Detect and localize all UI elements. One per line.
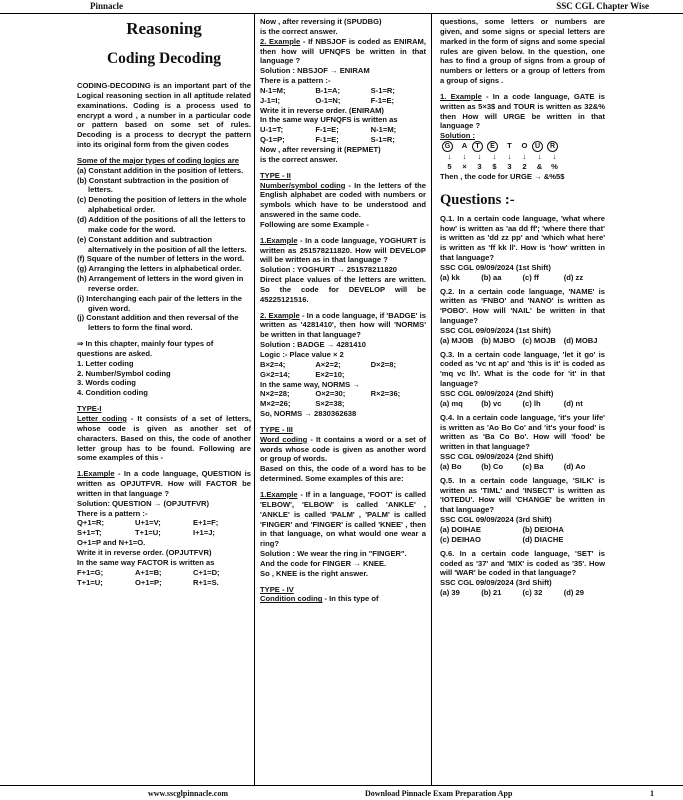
questions-list: [440, 214, 605, 602]
column-divider-1: [254, 14, 255, 785]
page-header: [0, 0, 683, 14]
option: (c) 32: [522, 588, 543, 598]
option: (a) kk: [440, 272, 460, 282]
option: (b) DEIOHA: [522, 524, 564, 534]
list-item: (i) Interchanging each pair of the letters in the given word.: [77, 293, 242, 313]
text-line: Now , after reversing it (REPMET): [260, 144, 381, 154]
text-line: Now , after reversing it (SPUDBG): [260, 17, 382, 26]
list-item: 1. Letter coding: [77, 358, 134, 368]
reverse-note: Write it in reverse order. (ENIRAM): [260, 105, 384, 115]
option: (a) 39: [440, 588, 460, 598]
types-list: [77, 166, 251, 333]
text-line: is the correct answer.: [260, 26, 338, 36]
option: (c) ff: [522, 272, 539, 282]
list-item: (d) Addition of the positions of all the letters to make code for the word.: [77, 214, 246, 234]
pattern-grid-2: F+1=G; A+1=B; C+1=D; T+1=U; O+1=P; R+1=S.: [77, 567, 220, 587]
type4-continued: questions, some letters or numbers are given, and some signs or special letters are marked in the form of signs and some special rules are given below. In the question, one has to find a group of signs from a group of numbers or letters or a group of letters from a group of signs .: [440, 17, 605, 86]
question-stem: Q.5. In a certain code language, 'SILK' is written as 'TIML' and 'INSECT' is written as 'IOTEDU'. How will 'CHANGE' be written in that language?: [440, 475, 605, 515]
option: (d) zz: [563, 272, 584, 282]
example2-solution: Solution : NBSJOF → ENIRAM: [260, 66, 370, 76]
list-item: (a) Constant addition in the position of letters.: [77, 165, 244, 175]
type2-example2: 2. Example - In a code language, if 'BADGE' is written as '4281410', then how will 'NORMS' be written in that language?: [260, 310, 426, 340]
type2-example2-solution: Solution : BADGE → 4281410: [260, 340, 366, 350]
page-title: Reasoning: [126, 19, 202, 38]
option: (c) MOJB: [522, 335, 556, 345]
types-heading: Some of the major types of coding logics are: [77, 155, 240, 165]
question-item: [440, 350, 605, 413]
type2-example1-explanation: Direct place values of the letters are written. So the code for DEVELOP will be 45225121516.: [260, 275, 426, 304]
question-stem: Q.6. In a certain code language, 'SET' is coded as '37' and 'MIX' is coded as '35'. How will 'WAR' be coded in that language?: [440, 548, 605, 578]
question-item: [440, 549, 605, 602]
type1-description: Letter coding - It consists of a set of letters, whose code is given as another set of characters. Based on this, the code of another letter group has to be found. Following are some examples of this -: [77, 414, 251, 463]
type4-description: Condition coding - In this type of: [260, 594, 379, 604]
intro-paragraph: CODING-DECODING is an important part of the Logical reasoning section in all aptitude related examinations. Coding is a process used to encrypt a word , a number in a particular code or pattern based on some set of rules. Decoding is a process to decrypt the pattern into its original form from the given codes: [77, 81, 251, 150]
type1-example1-solution: Solution: QUESTION → (OPJUTFVR): [77, 498, 210, 508]
type3-example1: 1.Example - If in a language, 'FOOT' is called 'ELBOW', 'ELBOW' is called 'ANKLE' , 'ANKLE' is called 'PALM' , 'PALM' is called 'FINGER' and 'FINGER' is called 'KNEE' , then in that language, on what would one wear a ring?: [260, 489, 426, 549]
type4-heading: TYPE - IV: [260, 584, 294, 594]
text-line: is the correct answer.: [260, 154, 338, 164]
option: (a) MJOB: [440, 335, 474, 345]
logic-line: Logic :- Place value × 2: [260, 350, 344, 359]
question-options: [440, 336, 605, 346]
type3-description: Word coding - It contains a word or a set of words whose code is given as another word or group of words.: [260, 434, 426, 464]
question-source: SSC CGL 09/09/2024 (1st Shift): [440, 262, 551, 272]
list-item: (h) Arrangement of letters in the word given in reverse order.: [77, 274, 244, 293]
list-item: 4. Condition coding: [77, 388, 148, 398]
pattern-last: O+1=P and N+1=O.: [77, 538, 146, 548]
option: (a) DOIHAE: [440, 524, 481, 534]
option: (b) Co: [481, 461, 504, 471]
footer-app-promo: Download Pinnacle Exam Preparation App: [365, 789, 513, 798]
option: (d) 29: [563, 588, 585, 598]
question-item: [440, 214, 605, 287]
type4-example1: 1. Example - In a code language, GATE is written as 5×3$ and TOUR is written as 32&% then How will URGE be written in that language ?: [440, 91, 605, 131]
type2-example1: 1.Example - In a code language, YOGHURT is written as 251578211820. How will DEVELOP will be written as in that language ?: [260, 235, 426, 265]
four-types-intro: ⇒ In this chapter, mainly four types of questions are asked.: [77, 339, 214, 358]
header-brand: Pinnacle: [90, 1, 123, 11]
same-way-note: In the same way UFNQFS is written as: [260, 115, 398, 125]
option: (b) MJBO: [481, 335, 515, 345]
page-footer: [0, 785, 683, 800]
same-way-note: In the same way, NORMS →: [260, 379, 360, 389]
type3-example1-solution: Solution : We wear the ring in "FINGER".: [260, 549, 407, 559]
question-options: [440, 273, 605, 283]
chapter-title: Coding Decoding: [106, 50, 222, 67]
column-divider-2: [431, 14, 432, 785]
footer-website: www.sscglpinnacle.com: [148, 789, 228, 798]
list-item: 2. Number/Symbol coding: [77, 368, 171, 378]
list-item: (b) Constant subtraction in the position of letters.: [77, 175, 229, 195]
type2-example1-solution: Solution : YOGHURT → 251578211820: [260, 265, 398, 275]
questions-heading: Questions :-: [440, 191, 515, 208]
option: (d) Ao: [563, 461, 586, 471]
question-item: [440, 476, 605, 549]
list-item: 3. Words coding: [77, 378, 136, 388]
question-item: [440, 413, 605, 476]
list-item: (e) Constant addition and subtraction alternatively in the position of all the letters.: [77, 234, 247, 254]
type3-heading: TYPE - III: [260, 424, 293, 434]
type4-example1-solution: Solution :: [440, 131, 476, 141]
list-item: (j) Constant addition and then reversal of the letters to form the final word.: [77, 313, 239, 333]
type1-heading: TYPE-I: [77, 404, 102, 414]
option: (c) lh: [522, 398, 541, 408]
question-options: [440, 462, 605, 472]
text-line: So, NORMS → 2830362638: [260, 409, 357, 419]
type1-example2: 2. Example - If NBSJOF is coded as ENIRAM, then how will UFNQFS be written in that language ?: [260, 36, 426, 66]
option: (d) MOBJ: [563, 335, 598, 345]
question-options: [440, 399, 605, 409]
option: (a) mq: [440, 398, 463, 408]
option: (b) 21: [481, 588, 502, 598]
question-stem: Q.2. In a certain code language, 'NAME' is written as 'FNBO' and 'NANO' is written as 'POBO'. How will 'NAIL' be written in that language?: [440, 286, 605, 326]
pattern-head: There is a pattern :-: [260, 76, 331, 86]
question-stem: Q.1. In a certain code language, 'what where how' is written as 'aa dd ff'; 'where there that' is written as 'dd zz pp' and 'which what here' is written as 'ff kk ll'. How is 'how' written in that language?: [440, 213, 605, 263]
list-item: (f) Square of the number of letters in the word.: [77, 254, 245, 264]
option: (a) Bo: [440, 461, 462, 471]
question-stem: Q.3. In a certain code language, 'let it go' is coded as 'vc nt ap' and 'this is it' is coded as 'mq vc lh'. What is the code for 'it' in that language?: [440, 349, 605, 389]
question-options: [440, 525, 605, 545]
text-line: And the code for FINGER → KNEE.: [260, 558, 387, 568]
question-source: SSC CGL 09/09/2024 (2nd Shift): [440, 389, 554, 398]
pattern-grid-2: N×2=28; O×2=30; R×2=36; M×2=26; S×2=38;: [260, 389, 401, 409]
option: (b) aa: [481, 272, 502, 282]
column-1: [77, 17, 251, 783]
reverse-note: Write it in reverse order. (OPJUTFVR): [77, 547, 212, 557]
text-line: Following are some Example -: [260, 219, 369, 229]
option: (d) DIACHE: [522, 534, 564, 544]
option: (d) nt: [563, 398, 583, 408]
list-item: (c) Denoting the position of letters in the whole alphabetical order.: [77, 195, 247, 215]
column-3: [440, 17, 605, 783]
question-item: [440, 287, 605, 350]
text-line: So , KNEE is the right answer.: [260, 568, 369, 578]
pattern-grid: N-1=M; B-1=A; S-1=R; J-1=I; O-1=N; F-1=E;: [260, 85, 395, 105]
question-source: SSC CGL 09/09/2024 (3rd Shift): [440, 515, 552, 525]
question-stem: Q.4. In a certain code language, 'it's your life' is written as 'Ao Bo Co' and 'it's your food' is written as 'Ba Co Bo'. How will 'food' be written in that language?: [440, 412, 605, 452]
pattern-grid-2: U-1=T; F-1=E; N-1=M; Q-1=P; F-1=E; S-1=R;: [260, 125, 397, 145]
same-way-note: In the same way FACTOR is written as: [77, 557, 215, 567]
question-source: SSC CGL 09/09/2024 (3rd Shift): [440, 578, 552, 588]
option: (b) vc: [481, 398, 502, 408]
type2-description: Number/symbol coding - In the letters of the English alphabet are coded with numbers or symbols which have to be understood and answered in the same code.: [260, 180, 426, 220]
text-line: Then , the code for URGE → &%5$: [440, 171, 565, 181]
option: (c) Ba: [522, 461, 544, 471]
question-source: SSC CGL 09/09/2024 (1st Shift): [440, 325, 551, 335]
page-number: 1: [650, 789, 654, 798]
type1-example1: 1.Example - In a code language, QUESTION is written as OPJUTFVR. How will FACTOR be written in that language ?: [77, 469, 251, 498]
header-chapter: SSC CGL Chapter Wise: [556, 1, 649, 11]
question-source: SSC CGL 09/09/2024 (2nd Shift): [440, 452, 554, 462]
type2-heading: TYPE - II: [260, 170, 291, 180]
option: (c) DEIHAO: [440, 534, 481, 544]
column-2: [260, 17, 426, 783]
encoding-diagram: G A T E T O U R ↓ ↓ ↓ ↓ ↓ ↓ ↓ ↓ 5 × 3 $ 3 2 & %: [442, 141, 605, 172]
type3-based: Based on this, the code of a word has to be determined. Some examples of this are:: [260, 464, 426, 484]
pattern-grid: B×2=4; A×2=2; D×2=8; G×2=14; E×2=10;: [260, 359, 396, 379]
question-options: [440, 588, 605, 598]
list-item: (g) Arranging the letters in alphabetical order.: [77, 264, 242, 274]
pattern-head: There is a pattern :-: [77, 508, 148, 518]
pattern-grid: Q+1=R; U+1=V; E+1=F; S+1=T; T+1=U; I+1=J;: [77, 518, 219, 538]
